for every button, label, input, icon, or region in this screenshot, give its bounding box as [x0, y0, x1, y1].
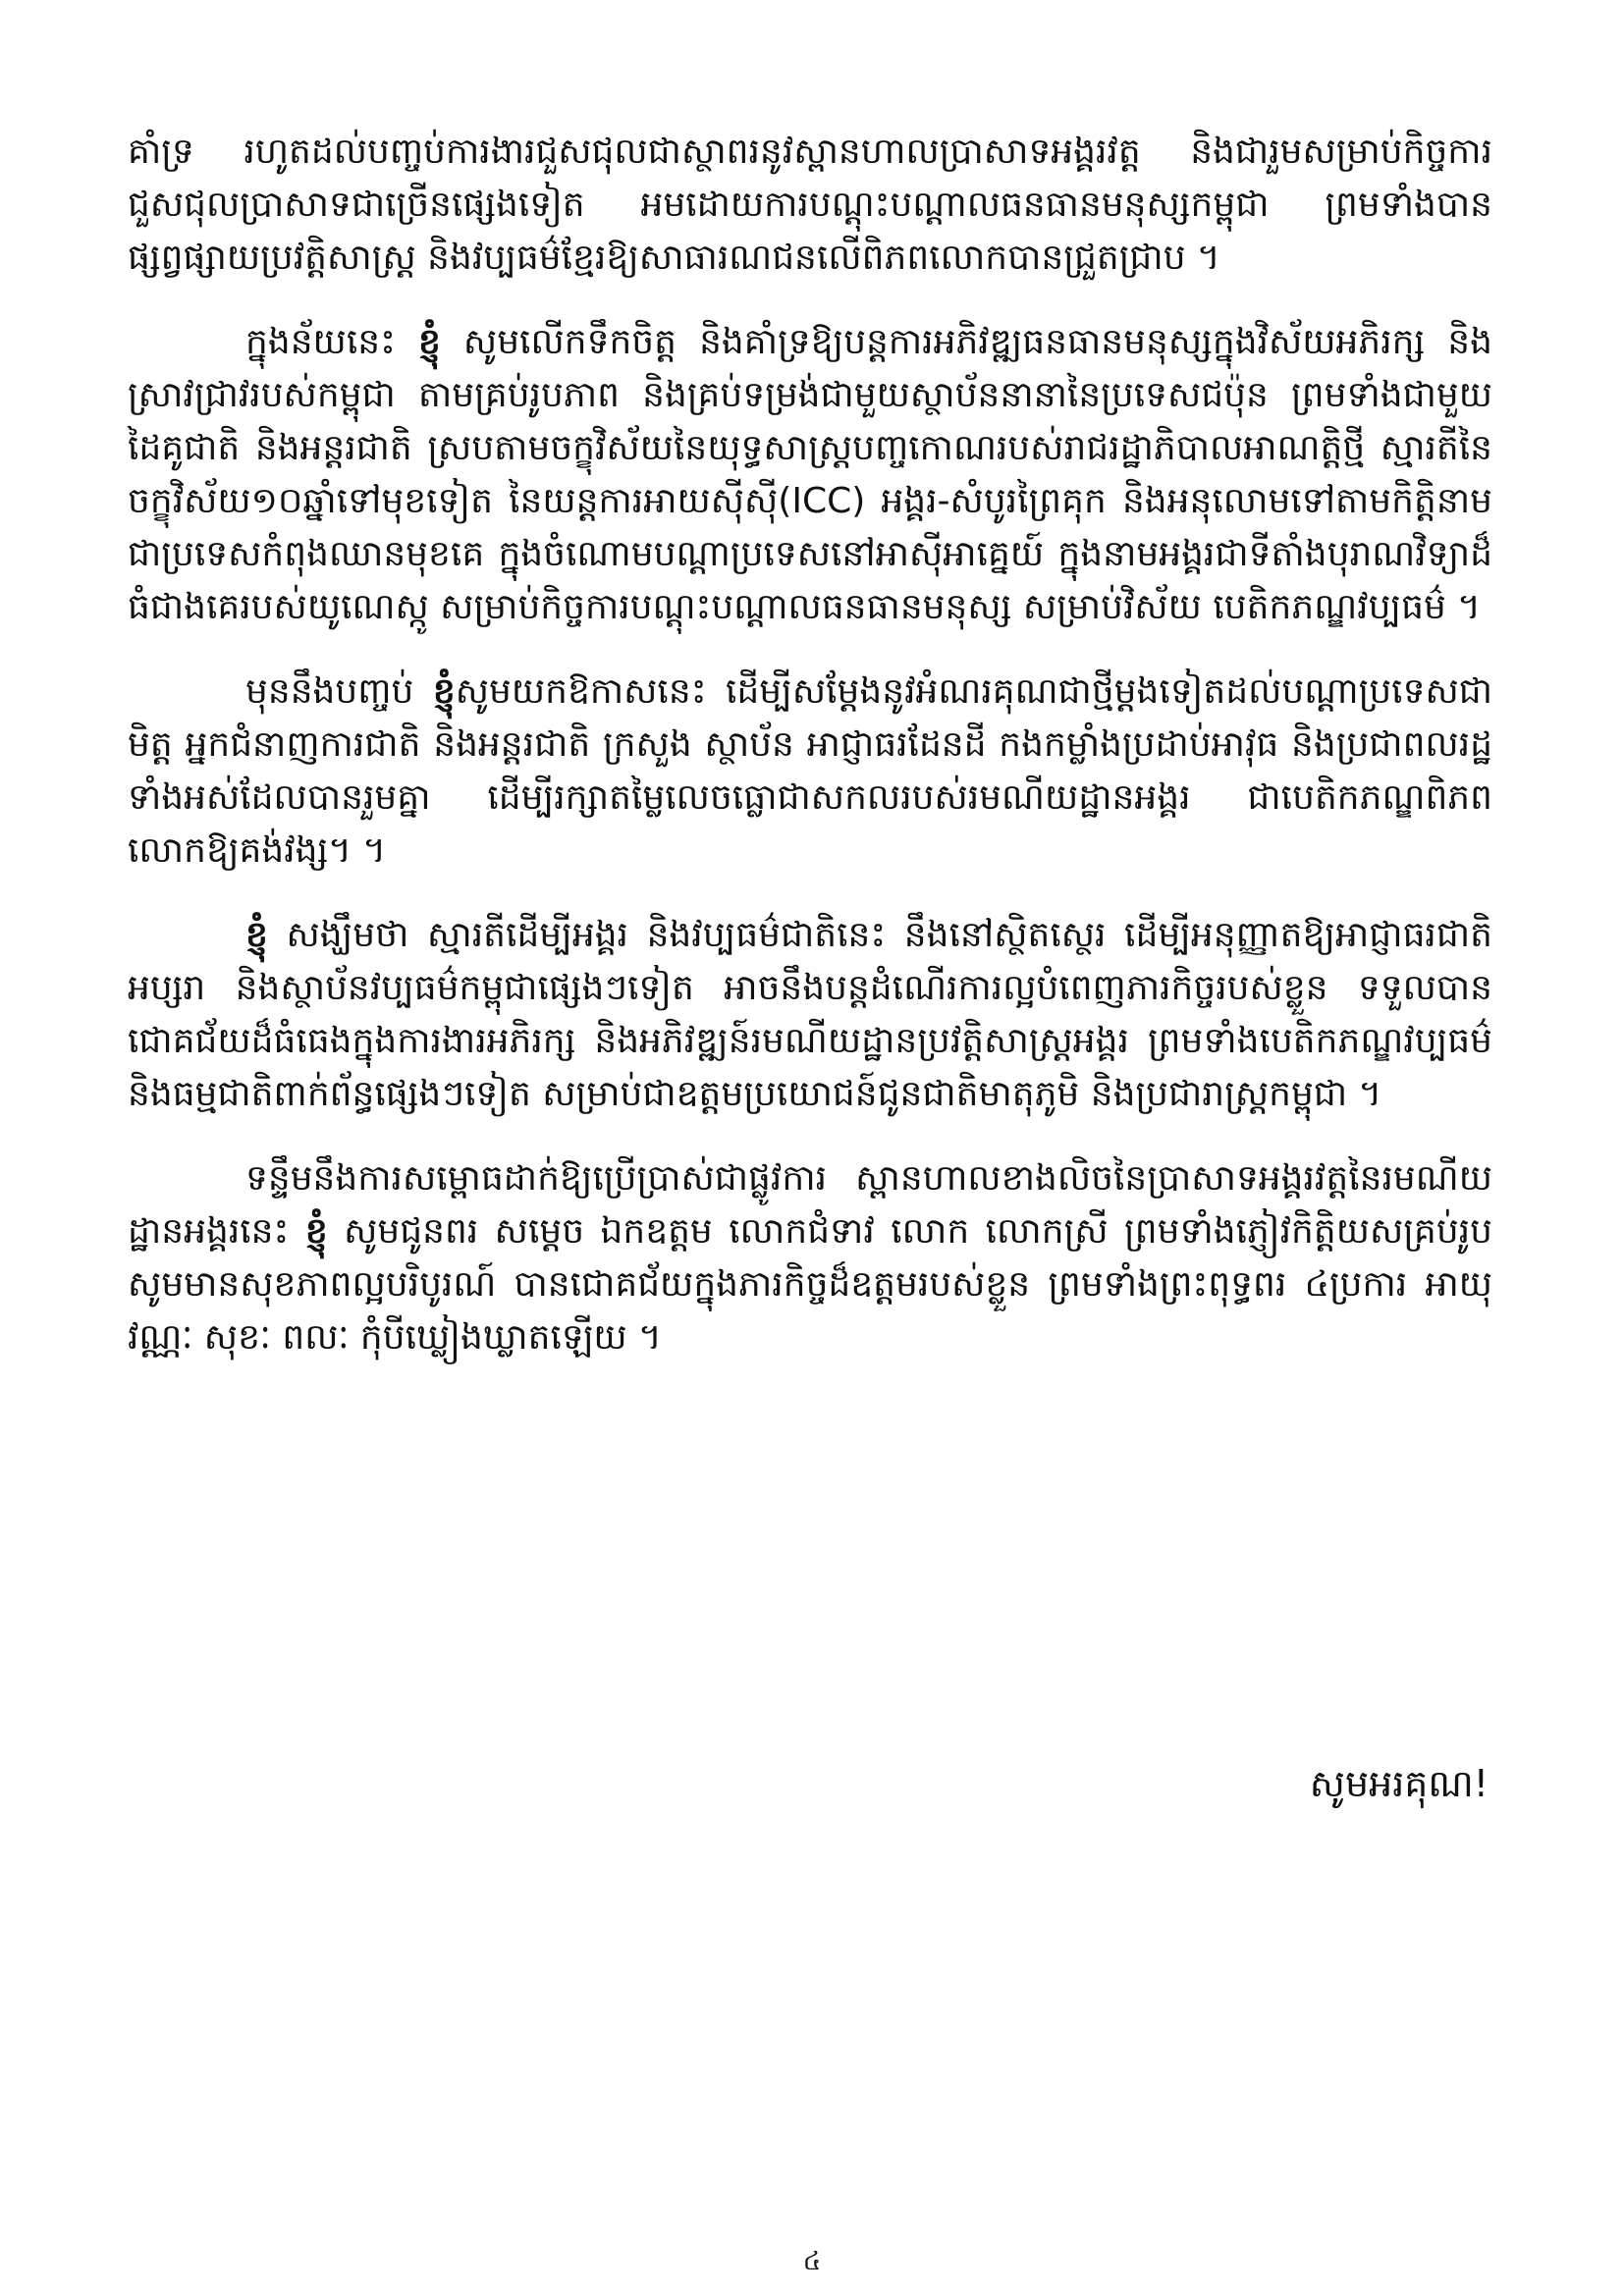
page-number: ៤	[802, 2247, 822, 2276]
paragraph-5	[128, 1152, 1492, 1364]
paragraph-5-bold: ខ្ញុំ	[304, 1211, 328, 1252]
paragraph-4	[128, 909, 1492, 1121]
paragraph-1-text: គាំទ្រ រហូតដល់បញ្ចប់ការងារជួសជុលជាស្ថាពរនូវស្ពានហាលប្រាសាទអង្គរវត្ត និងជារួមសម្រាប់កិច្ចការជួសជុលប្រាសាទជាច្រើនផ្សេងទៀត អមដោយការបណ្តុះបណ្តាលធនធានមនុស្សកម្ពុជា ព្រមទាំងបានផ្សព្វផ្សាយប្រវត្តិសាស្រ្ត និងវប្បធម៌ខ្មែរឱ្យសាធារណជនលើពិភពលោកបានជ្រួតជ្រាប ។	[128, 132, 1492, 278]
paragraph-2-bold: ខ្ញុំ	[418, 322, 441, 362]
paragraph-2-lead: ក្នុងន័យនេះ	[245, 322, 418, 362]
paragraph-3-bold: ខ្ញុំ	[432, 671, 456, 712]
paragraph-5-lead: ទន្ទឹមនឹងការសម្ពោធដាក់ឱ្យប្រើប្រាស់ជាផ្លូវការ ស្ពានហាលខាងលិចនៃប្រាសាទអង្គរវត្តនៃរមណីយដ្ឋានអង្គរនេះ	[128, 1158, 1492, 1252]
paragraph-3-lead: មុននឹងបញ្ចប់	[245, 671, 433, 712]
document-body	[128, 126, 1492, 1396]
paragraph-3	[128, 666, 1492, 878]
paragraph-4-bold: ខ្ញុំ	[245, 915, 268, 955]
paragraph-5-text: សូមជូនពរ សម្តេច ឯកឧត្តម លោកជំទាវ លោក លោកស្រី ព្រមទាំងភ្ញៀវកិត្តិយសគ្រប់រូប សូមមានសុខភាពល្អបរិបូរណ៍ បានជោគជ័យក្នុងភារកិច្ចដ៏ឧត្តមរបស់ខ្លួន ព្រមទាំងព្រះពុទ្ធពរ ៤ប្រការ អាយុ វណ្ណៈ សុខៈ ពលៈ កុំបីឃ្លៀងឃ្លាតឡើយ ។	[128, 1211, 1492, 1358]
paragraph-3-text: សូមយកឱកាសនេះ ដើម្បីសម្តែងនូវអំណរគុណជាថ្មីម្តងទៀតដល់បណ្តាប្រទេសជាមិត្ត អ្នកជំនាញការជាតិ និងអន្តរជាតិ ក្រសួង ស្ថាប័ន អាជ្ញាធរដែនដី កងកម្លាំងប្រដាប់អាវុធ និងប្រជាពលរដ្ឋទាំងអស់ដែលបានរួមគ្នា ដើម្បីរក្សាតម្លៃលេចធ្លោជាសកលរបស់រមណីយដ្ឋានអង្គរ ជាបេតិកភណ្ឌពិភពលោកឱ្យគង់វង្ស។ ។	[128, 671, 1492, 871]
paragraph-4-text: សង្ឃឹមថា ស្មារតីដើម្បីអង្គរ និងវប្បធម៌ជាតិនេះ នឹងនៅស្ថិតស្ថេរ ដើម្បីអនុញ្ញាតឱ្យអាជ្ញាធរជាតិអប្សរា និងស្ថាប័នវប្បធម៌កម្ពុជាផ្សេងៗទៀត អាចនឹងបន្តដំណើរការល្អបំពេញភារកិច្ចរបស់ខ្លួន ទទួលបានជោគជ័យដ៏ធំធេងក្នុងការងារអភិរក្ស និងអភិវឌ្ឍន៍រមណីយដ្ឋានប្រវត្តិសាស្រ្តអង្គរ ព្រមទាំងបេតិកភណ្ឌវប្បធម៌ និងធម្មជាតិពាក់ព័ន្ធផ្សេងៗទៀត សម្រាប់ជាឧត្តមប្រយោជន៍ជូនជាតិមាតុភូមិ និងប្រជារាស្រ្តកម្ពុជា ។	[128, 915, 1492, 1114]
paragraph-2	[128, 316, 1492, 634]
paragraph-1	[128, 126, 1492, 285]
closing-thanks: សូមអរគុណ!	[1309, 1762, 1489, 1805]
paragraph-2-text: សូមលើកទឹកចិត្ត និងគាំទ្រឱ្យបន្តការអភិវឌ្ឍធនធានមនុស្សក្នុងវិស័យអភិរក្ស និងស្រាវជ្រាវរបស់កម្ពុជា តាមគ្រប់រូបភាព និងគ្រប់ទម្រង់ជាមួយស្ថាប័ននានានៃប្រទេសជប៉ុន ព្រមទាំងជាមួយដៃគូជាតិ និងអន្តរជាតិ ស្របតាមចក្ខុវិស័យនៃយុទ្ធសាស្រ្តបញ្ចកោណរបស់រាជរដ្ឋាភិបាលអាណត្តិថ្មី ស្មារតីនៃចក្ខុវិស័យ១០ឆ្នាំទៅមុខទៀត នៃយន្តការអាយស៊ីស៊ី(ICC) អង្គរ-សំបូរព្រៃគុក និងអនុលោមទៅតាមកិត្តិនាមជាប្រទេសកំពុងឈានមុខគេ ក្នុងចំណោមបណ្តាប្រទេសនៅអាស៊ីអាគ្នេយ៍ ក្នុងនាមអង្គរជាទីតាំងបុរាណវិទ្យាដ៏ធំជាងគេរបស់យូណេស្កូ សម្រាប់កិច្ចការបណ្តុះបណ្តាលធនធានមនុស្ស សម្រាប់វិស័យ បេតិកភណ្ឌវប្បធម៌ ។	[128, 322, 1492, 627]
